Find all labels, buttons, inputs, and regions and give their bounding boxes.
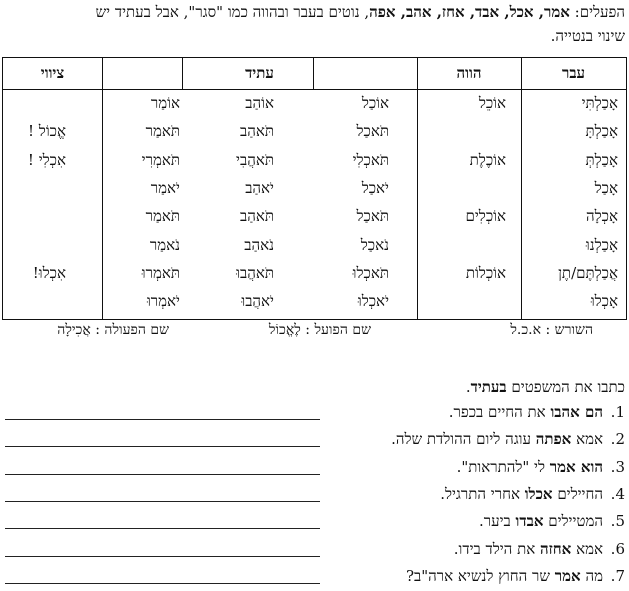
- answer-line[interactable]: [5, 528, 320, 529]
- past-form: אָכְלָה: [586, 207, 618, 226]
- exercise-item: [406, 567, 625, 586]
- exercise-number: 7.: [610, 566, 625, 585]
- exercise-verb: הוא אמר: [549, 457, 603, 476]
- past-form: אֲכַלְתֶּם/תֶן: [558, 263, 618, 282]
- exercise-text-pre: מה: [580, 566, 603, 585]
- exercise-item: [479, 512, 625, 531]
- future-ahav-form: יֹאהַב: [245, 178, 274, 197]
- answer-line[interactable]: [5, 474, 320, 475]
- header-divider: [3, 89, 626, 90]
- answer-line[interactable]: [5, 583, 320, 584]
- future-amar-form: נֹאמַר: [149, 235, 180, 254]
- present-form: אוֹכְלִים: [465, 207, 506, 226]
- conjugation-table: [2, 57, 627, 320]
- exercise-number: 1.: [610, 403, 625, 421]
- exercise-text-post: את הילד בידו.: [453, 539, 540, 558]
- future-ahav-form: תֹּאהַב: [239, 207, 274, 226]
- answer-line[interactable]: [5, 501, 320, 502]
- exercise-item: [391, 430, 625, 449]
- imperative-form: אִכְלִי !: [27, 150, 66, 169]
- exercise-number: 5.: [610, 512, 625, 531]
- past-form: אָכְלוּ: [590, 292, 618, 311]
- exercise-text-post: את החיים בכפר.: [448, 403, 551, 421]
- intro-verbs: אמר, אכל, אבד, אחז, אהב, אפה: [369, 3, 570, 21]
- answer-line[interactable]: [5, 556, 320, 557]
- future-ahav-form: תֹּאהַב: [239, 122, 274, 141]
- future-amar-form: יֹאמַר: [150, 178, 180, 197]
- exercise-text-post: אחרי התרגיל.: [440, 484, 525, 503]
- exercise-verb: אבדו: [515, 512, 544, 531]
- future-achal-form: יֹאכְלוּ: [357, 292, 389, 311]
- future-ahav-form: אוֹהַב: [245, 94, 274, 112]
- exercise-item: [449, 403, 625, 422]
- exercise-text-post: ביער.: [478, 512, 516, 531]
- exercise-text-pre: אמא: [571, 539, 603, 558]
- answer-line[interactable]: [5, 419, 320, 420]
- header-present: הווה: [456, 64, 482, 82]
- future-ahav-form: תֹּאהֲבִי: [236, 150, 274, 169]
- exercise-item: [454, 540, 625, 559]
- infinitive-label: שם הפועל : לֶאֱכוֹל: [268, 322, 371, 338]
- column-divider: [102, 58, 103, 319]
- action-noun-label: שם הפעולה : אֲכִילָה: [57, 322, 169, 338]
- imperative-form: אֱכוֹל !: [28, 122, 66, 141]
- past-form: אָכַלְתָּ: [585, 122, 618, 141]
- header-imperative: ציווי: [40, 64, 65, 82]
- exercise-title: כתבו את המשפטים בעתיד.: [465, 378, 625, 396]
- exercise-item: [457, 458, 625, 477]
- present-form: אוֹכֶלֶת: [469, 150, 506, 169]
- future-achal-form: יֹאכַל: [361, 178, 389, 197]
- exercise-text-post: לי "להתראות".: [456, 457, 550, 476]
- exercise-number: 6.: [610, 539, 625, 558]
- exercise-text-pre: אמא: [571, 430, 603, 449]
- header-past: עבר: [561, 64, 586, 82]
- present-form: אוֹכְלוֹת: [465, 263, 506, 282]
- future-ahav-form: תֹּאהֲבוּ: [236, 263, 274, 282]
- exercise-item: [440, 485, 625, 504]
- imperative-form: אִכְלוּ!: [32, 263, 66, 282]
- exercise-text-pre: המטיילים: [543, 512, 603, 531]
- future-amar-form: תֹּאמְרִי: [141, 150, 180, 169]
- past-form: אָכַל: [594, 178, 618, 197]
- answer-line[interactable]: [5, 446, 320, 447]
- exercise-number: 3.: [610, 457, 625, 476]
- exercise-verb: אפתה: [535, 430, 572, 449]
- past-form: אָכַלְנוּ: [585, 235, 618, 254]
- future-amar-form: תֹּאמְרוּ: [141, 263, 180, 282]
- future-achal-form: תֹּאכַל: [356, 207, 389, 226]
- exercise-verb: הם אהבו: [550, 403, 603, 421]
- exercise-verb: אמר: [554, 566, 581, 585]
- root-label: השורש : א.כ.ל: [510, 322, 593, 338]
- exercise-text-post: שר החוץ לנשיא ארה"ב?: [405, 566, 555, 585]
- future-ahav-form: יֹאהֲבוּ: [241, 292, 274, 311]
- exercise-verb: אכלו: [524, 484, 553, 503]
- past-form: אָכַלְתִּי: [581, 94, 618, 112]
- past-form: אָכַלְתְּ: [585, 150, 618, 169]
- future-achal-form: נֹאכַל: [360, 235, 389, 254]
- future-ahav-form: נֹאהַב: [244, 235, 274, 254]
- exercise-verb: אחזה: [540, 539, 572, 558]
- future-amar-form: אוֹמַר: [150, 94, 180, 112]
- header-future: עתיד: [245, 64, 274, 82]
- future-amar-form: תֹּאמַר: [145, 122, 180, 141]
- exercise-number: 2.: [610, 430, 625, 449]
- future-achal-form: אוֹכַל: [361, 94, 389, 112]
- intro-line-1: הפעלים: אמר, אכל, אבד, אחז, אהב, אפה, נוטים בעבר ובהווה כמו "סגר", אבל בעתיד יש: [95, 3, 625, 21]
- future-amar-form: יֹאמְרוּ: [146, 292, 180, 311]
- exercise-text-post: עוגה ליום ההולדת שלה.: [391, 430, 536, 449]
- column-divider: [417, 58, 418, 319]
- future-achal-form: תֹּאכְלִי: [352, 150, 389, 169]
- exercise-text-pre: החיילים: [552, 484, 603, 503]
- future-amar-form: תֹּאמַר: [145, 207, 180, 226]
- exercise-number: 4.: [610, 484, 625, 503]
- future-achal-form: תֹּאכְלוּ: [352, 263, 389, 282]
- future-achal-form: תֹּאכַל: [356, 122, 389, 141]
- intro-line-2: שינוי בנטייה.: [550, 27, 625, 45]
- present-form: אוֹכֵל: [478, 94, 506, 112]
- column-divider: [521, 58, 522, 319]
